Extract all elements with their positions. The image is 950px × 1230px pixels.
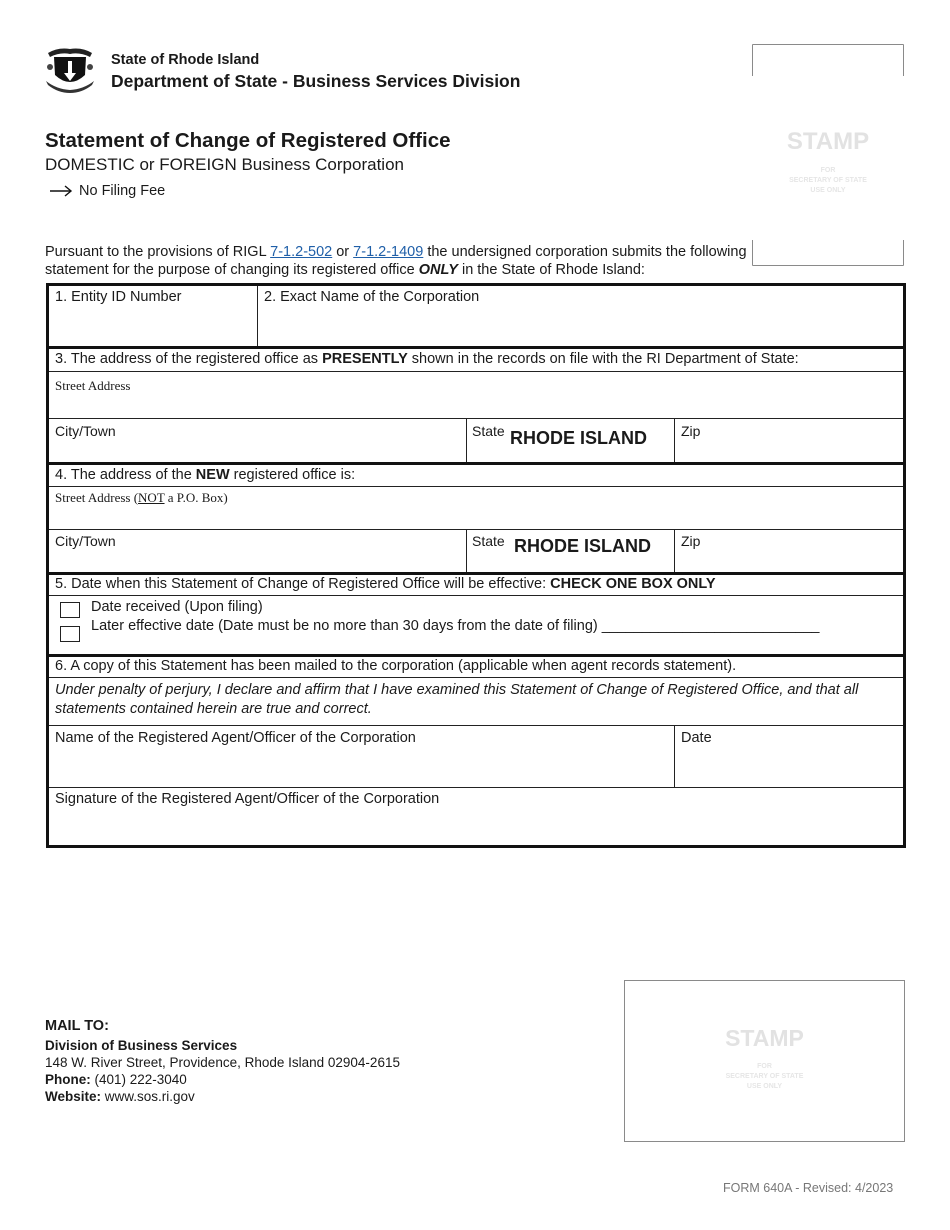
state-seal-icon [44, 43, 96, 93]
form-subtitle: DOMESTIC or FOREIGN Business Corporation [45, 155, 404, 174]
copy-statement: 6. A copy of this Statement has been mailed to the corporation (applicable when agent records statement). [55, 658, 737, 674]
department-name: Department of State - Business Services Division [111, 71, 521, 91]
stamp-sub-line: SECRETARY OF STATE [789, 177, 867, 184]
intro-text: the undersigned corporation submits the following statement for the purpose of changing its registered office [45, 244, 747, 278]
form-title: Statement of Change of Registered Office [45, 129, 451, 152]
stamp-word: STAMP [786, 128, 870, 155]
new-zip-label: Zip [681, 533, 701, 549]
date-field[interactable] [676, 750, 902, 786]
present-zip-field[interactable] [676, 441, 902, 461]
intro-text: in the State of Rhode Island: [457, 262, 645, 278]
present-city-label: City/Town [55, 423, 116, 439]
mail-address: 148 W. River Street, Providence, Rhode Island 02904-2615 [45, 1055, 400, 1070]
new-street-label: Street Address (NOT a P.O. Box) [55, 490, 228, 505]
rigl-link-502[interactable]: 7-1.2-502 [270, 244, 333, 260]
entity-id-field[interactable] [49, 308, 256, 344]
upon-filing-checkbox[interactable] [60, 602, 80, 618]
change-office-form [46, 283, 906, 848]
filing-fee-note [49, 183, 165, 199]
mail-website: Website: www.sos.ri.gov [45, 1089, 195, 1104]
agent-name-field[interactable] [49, 750, 673, 786]
state-name: State of Rhode Island [111, 52, 260, 68]
stamp-sub-line: USE ONLY [746, 1083, 783, 1090]
entity-id-label: 1. Entity ID Number [55, 289, 182, 305]
new-zip-field[interactable] [676, 551, 902, 571]
intro-text: or [332, 244, 354, 260]
present-zip-label: Zip [681, 423, 701, 439]
signature-label: Signature of the Registered Agent/Officer of the Corporation [55, 791, 440, 807]
corporation-name-field[interactable] [259, 308, 903, 344]
stamp-sub-line: SECRETARY OF STATE [725, 1073, 804, 1080]
stamp-word: STAMP [725, 1025, 804, 1051]
stamp-sub-line: USE ONLY [810, 187, 846, 194]
later-date-checkbox[interactable] [60, 626, 80, 642]
form-number: FORM 640A - Revised: 4/2023 [723, 1181, 894, 1195]
agent-name-label: Name of the Registered Agent/Officer of the Corporation [55, 730, 416, 746]
present-street-field[interactable] [49, 394, 903, 418]
rigl-link-1409[interactable]: 7-1.2-1409 [353, 244, 424, 260]
new-address-heading: 4. The address of the NEW registered office is: [55, 467, 356, 483]
mail-to-heading: MAIL TO: [45, 1018, 109, 1034]
new-city-field[interactable] [49, 551, 465, 571]
intro-text: Pursuant to the provisions of RIGL [45, 244, 271, 260]
perjury-declaration: Under penalty of perjury, I declare and affirm that I have examined this Statement of Change of Registered Office, and that all statements contained herein are true and correct. [55, 682, 859, 717]
new-state-value: RHODE ISLAND [514, 536, 652, 556]
present-state-label: State [472, 423, 505, 439]
mail-to-block [45, 1018, 400, 1105]
mail-phone: Phone: (401) 222-3040 [45, 1072, 187, 1087]
stamp-sub-line: FOR [757, 1063, 772, 1070]
present-address-heading: 3. The address of the registered office as PRESENTLY shown in the records on file with the RI Department of State: [55, 351, 799, 367]
stamp-top-content [752, 128, 904, 196]
corporation-name-label: 2. Exact Name of the Corporation [264, 289, 480, 305]
mail-org: Division of Business Services [45, 1038, 238, 1053]
new-street-field[interactable] [49, 506, 903, 528]
filing-fee-text: No Filing Fee [79, 183, 166, 199]
intro-only-emphasis: ONLY [418, 262, 458, 278]
effective-date-heading: 5. Date when this Statement of Change of Registered Office will be effective: CHECK ONE BOX ONLY [55, 576, 716, 592]
later-date-label: Later effective date (Date must be no more than 30 days from the date of filing) ___________________________ [91, 618, 820, 634]
stamp-box-bottom [624, 980, 905, 1142]
stamp-sub-line: FOR [820, 167, 836, 174]
new-state-label: State [472, 533, 505, 549]
present-street-label: Street Address [55, 378, 131, 393]
upon-filing-label: Date received (Upon filing) [91, 599, 263, 615]
present-city-field[interactable] [49, 441, 465, 461]
new-city-label: City/Town [55, 533, 116, 549]
intro-paragraph [45, 243, 755, 279]
present-state-value: RHODE ISLAND [510, 428, 648, 448]
date-label: Date [681, 730, 712, 746]
later-date-field[interactable] [637, 618, 873, 636]
signature-field[interactable] [49, 811, 903, 845]
arrow-right-icon [49, 185, 73, 197]
